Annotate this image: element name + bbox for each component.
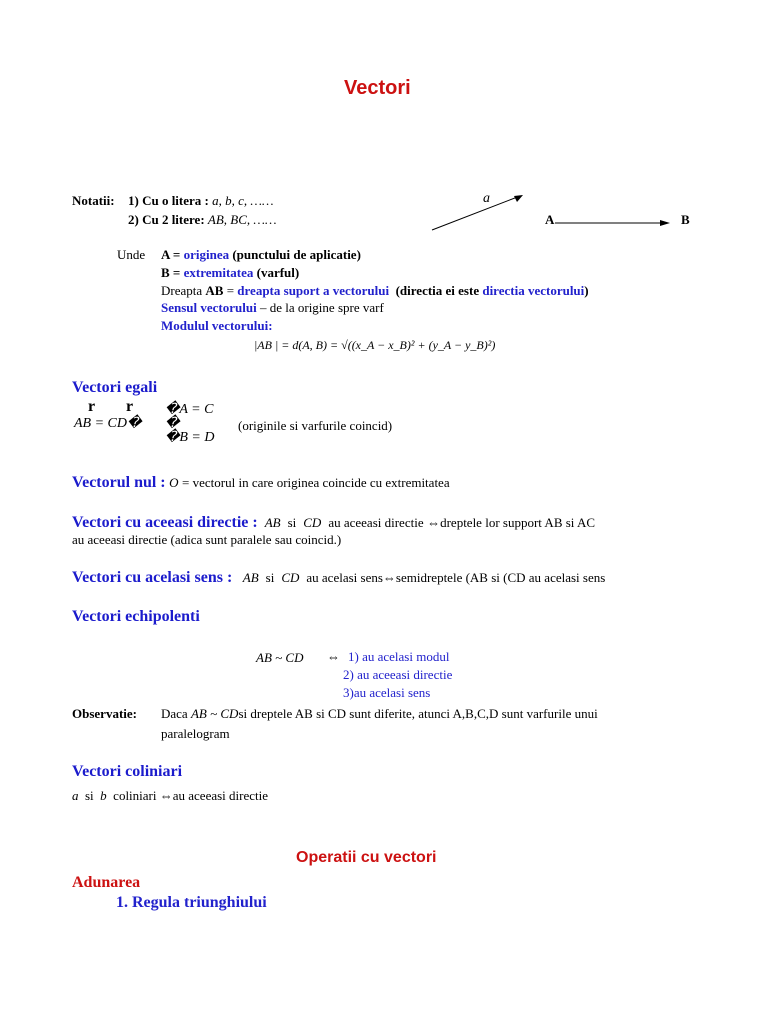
notatii-line2 [128,212,277,228]
directie-heading: Vectori cu aceeasi directie : [72,514,258,531]
unde-line3-dreapta: Dreapta [161,283,203,298]
unde-line3-close: ) [584,283,589,298]
unde-line2-note: (varful) [256,265,300,280]
egali-cond2-text: B = D [179,430,215,445]
arrow-a-label: a [483,191,490,206]
sens-text2: semidreptele (AB si (CD au acelasi sens [395,570,606,585]
directie-text3: au aceeasi directie (adica sunt paralele sau coincid.) [72,532,342,547]
unde-line5: Modulul vectorului: [161,318,273,333]
nul-text: = vectorul in care originea coincide cu extremitatea [182,475,450,490]
unde-line4 [161,300,384,316]
notatii-line1-prefix: 1) Cu o litera : [128,193,209,208]
point-b-label: B [681,212,690,227]
observatie-text2: paralelogram [161,726,230,741]
directie-v2: CD [303,515,322,530]
directie-text1: au aceeasi directie [328,515,424,530]
egali-note: (originile si varfurile coincid) [238,418,393,433]
echipolenti-formula: AB ~ CD [256,650,304,665]
observatie-label: Observatie: [72,706,137,721]
unde-line2-b: B = [161,265,181,280]
arrow-a-head [514,195,523,202]
unde-line2 [161,265,299,281]
sens-text1: au acelasi sens [306,570,383,585]
unde-line3-suport: dreapta suport a vectorului [237,283,390,298]
unde-line3-paren: (directia ei este [395,283,480,298]
echipolenti-item-2: 2) au aceeasi directie [343,667,453,682]
egali-brace-1: � [165,402,180,417]
echipolenti-heading: Vectori echipolenti [72,608,200,625]
echipolenti-item-1: 1) au acelasi modul [348,649,450,664]
egali-formula-left: AB = CD [74,416,127,431]
egali-cond2 [165,429,214,446]
regula-triunghiului-heading: 1. Regula triunghiului [116,894,267,911]
sens-v1: AB [242,570,259,585]
unde-line2-extremitatea: extremitatea [183,265,254,280]
unde-label: Unde [117,247,146,262]
observatie-daca: Daca [161,706,188,721]
sens-line [72,569,605,587]
unde-line3-ab: AB [205,283,224,298]
coliniari-b: b [100,788,107,803]
egali-glyph: � [127,416,142,431]
arrow-ab-head [660,220,670,226]
observatie-line1 [161,706,598,722]
coliniari-si: si [85,788,94,803]
notatii-line2-math: AB, BC, …… [207,212,277,227]
nul-symbol: O [169,475,179,490]
sens-v2: CD [281,570,300,585]
notatii-line1 [128,193,274,209]
coliniari-text: coliniari [113,788,157,803]
sens-iff: ⇔ [382,570,396,585]
egali-brace-3: � [165,430,180,445]
notatii-line2-prefix: 2) Cu 2 litere: [128,212,205,227]
sens-si: si [265,570,275,585]
egali-r-mark-2: r [126,398,134,415]
adunarea-heading: Adunarea [72,874,141,891]
unde-line4-text: – de la origine spre varf [256,300,384,315]
operatii-heading: Operatii cu vectori [296,849,437,866]
coliniari-heading: Vectori coliniari [72,763,183,780]
directie-line [72,514,595,532]
egali-heading: Vectori egali [72,379,158,396]
unde-line3-eq: = [226,283,235,298]
vector-arrows-figure [420,185,710,240]
directie-iff: ⇔ [427,515,441,530]
page-title: Vectori [344,77,411,99]
directie-v1: AB [264,515,281,530]
egali-formula [74,415,141,432]
unde-line3 [161,283,589,299]
unde-line1-a: A = [161,247,181,262]
coliniari-text2: au aceeasi directie [172,788,269,803]
arrow-a-line [432,196,520,230]
egali-r-mark-1: r [88,398,96,415]
egali-brace-mid: � [165,416,180,431]
unde-line1 [161,247,361,263]
echipolenti-item-3: 3)au acelasi sens [343,685,431,700]
observatie-formula: AB ~ CD [190,706,239,721]
unde-line1-note: (punctului de aplicatie) [232,247,361,262]
notatii-line1-math: a, b, c, …… [212,193,274,208]
unde-line3-directia: directia vectorului [482,283,585,298]
coliniari-line [72,788,268,804]
coliniari-iff: ⇔ [159,788,173,803]
unde-line4-sensul: Sensul vectorului [161,300,257,315]
nul-line [72,474,450,492]
echipolenti-iff: ⇔ [327,649,340,664]
coliniari-a: a [72,788,79,803]
notatii-label: Notatii: [72,193,115,208]
nul-heading: Vectorul nul : [72,474,166,491]
modul-formula: |AB | = d(A, B) = √((x_A − x_B)² + (y_A − y_B)²) [254,338,496,352]
unde-line1-originea: originea [183,247,230,262]
sens-heading: Vectori cu acelasi sens : [72,569,233,586]
point-a-label: A [545,212,555,227]
egali-cond1-text: A = C [179,402,214,417]
directie-si: si [287,515,297,530]
directie-text2: dreptele lor support AB si AC [440,515,596,530]
observatie-text1: si dreptele AB si CD sunt diferite, atunci A,B,C,D sunt varfurile unui [238,706,598,721]
